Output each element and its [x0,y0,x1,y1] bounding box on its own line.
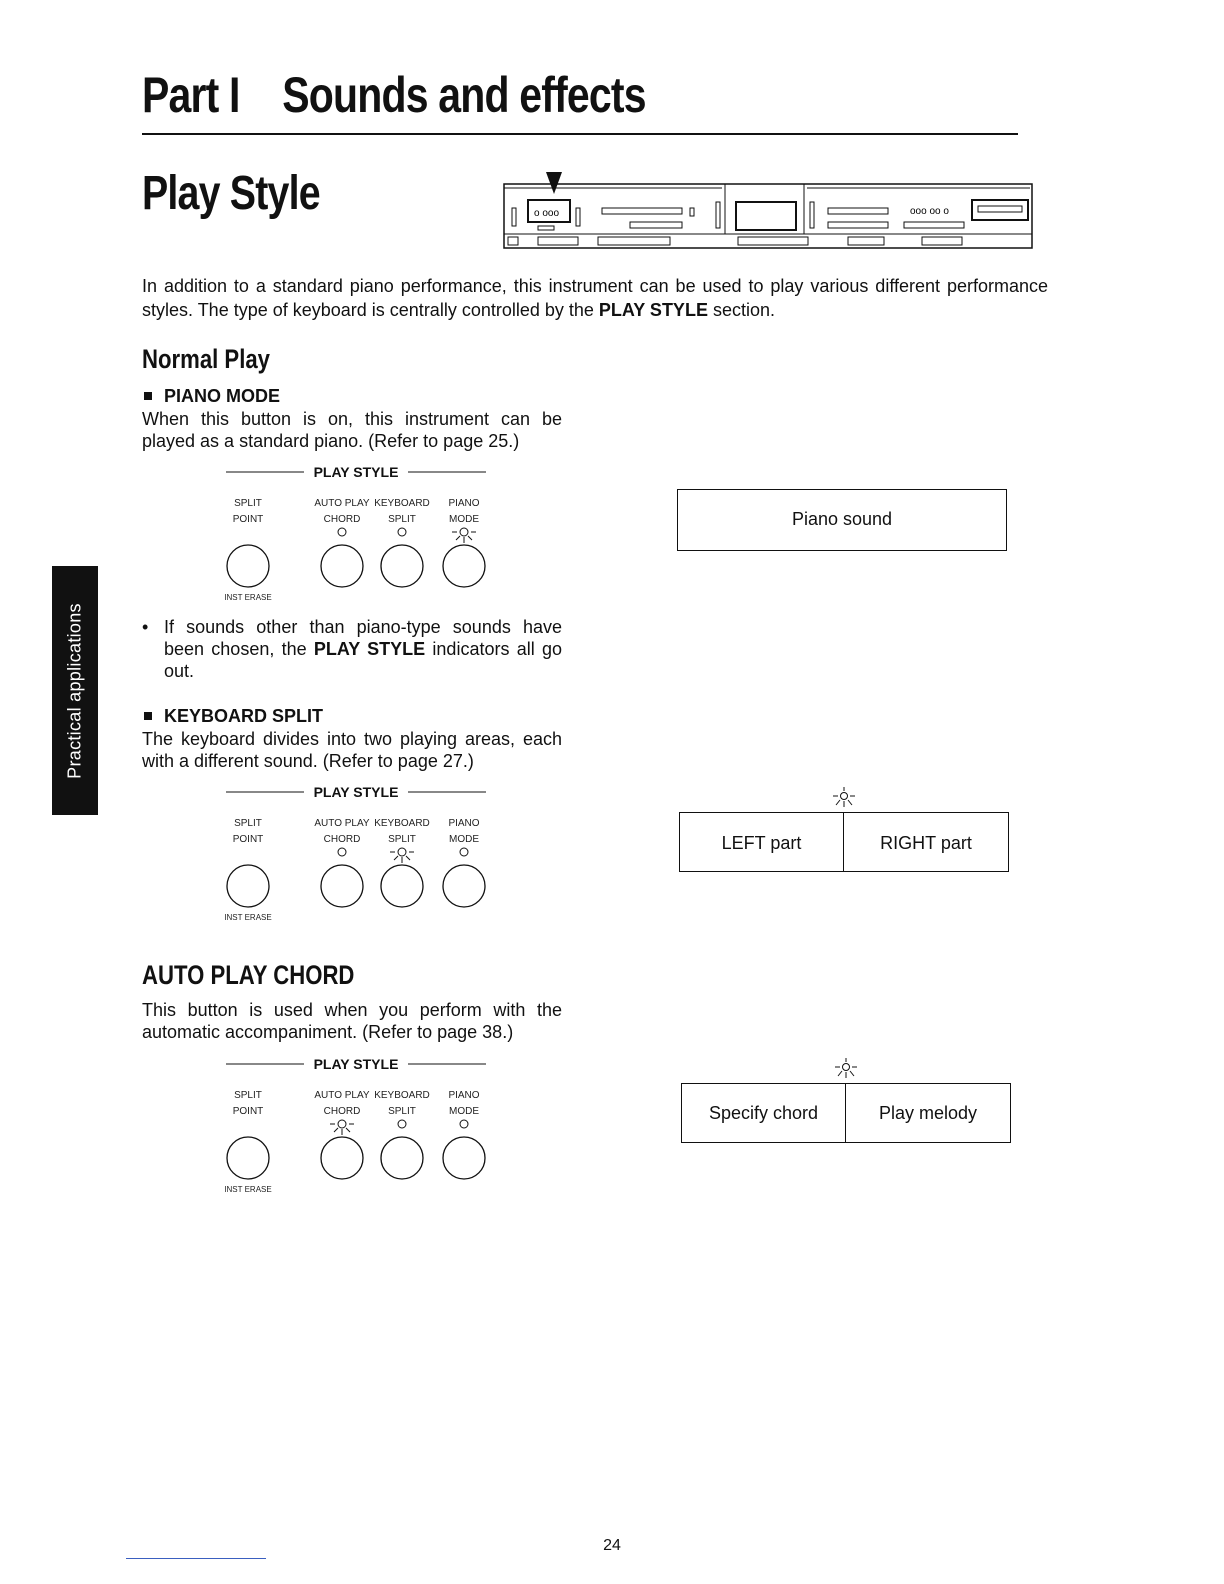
svg-text:SPLIT: SPLIT [388,514,416,525]
panel-title: PLAY STYLE [313,784,399,800]
play-style-panel-auto-play-chord [222,1052,494,1198]
svg-text:POINT: POINT [232,834,264,845]
piano-mode-button [443,865,485,907]
svg-text:KEYBOARD: KEYBOARD [374,1090,430,1101]
piano-mode-button [443,545,485,587]
svg-text:AUTO PLAY: AUTO PLAY [314,1090,370,1101]
part-heading [142,66,646,124]
svg-text:o ooo: o ooo [534,208,560,219]
svg-text:AUTO PLAY: AUTO PLAY [314,498,370,509]
svg-text:MODE: MODE [449,834,479,845]
svg-text:SPLIT: SPLIT [234,818,262,829]
indicator-led-lit [452,528,476,543]
indicator-led-off [338,848,346,856]
play-style-panel-keyboard-split [222,780,494,926]
auto-play-chord-button [321,1137,363,1179]
auto-play-chord-heading: AUTO PLAY CHORD [142,960,355,990]
svg-text:ooo oo o: ooo oo o [910,206,949,217]
specify-chord-label: Specify chord [708,1103,819,1123]
auto-play-chord-text: This button is used when you perform with the automatic accompaniment. (Refer to page 38.) [142,1000,562,1042]
piano-sound-display: Piano sound [677,489,1007,551]
left-part-label: LEFT part [721,833,802,853]
keyboard-split-display [679,812,1009,872]
svg-text:CHORD: CHORD [323,1106,361,1117]
panel-title: PLAY STYLE [313,464,399,480]
svg-text:AUTO PLAY: AUTO PLAY [314,818,370,829]
svg-text:SPLIT: SPLIT [234,1090,262,1101]
part-title: Sounds and effects [282,67,646,123]
indicator-led-off [398,1120,406,1128]
keyboard-split-button [381,1137,423,1179]
footer-line [126,1558,266,1559]
side-tab-label: Practical applications [64,602,85,779]
lit-indicator-icon [832,1057,860,1081]
section-title: Play Style [142,167,320,220]
split-point-button [227,1137,269,1179]
auto-play-chord-display [681,1083,1011,1143]
keyboard-split-text: The keyboard divides into two playing areas, each with a different sound. (Refer to page 27.) [142,729,562,771]
indicator-led-off [460,848,468,856]
svg-text:MODE: MODE [449,1106,479,1117]
svg-text:POINT: POINT [232,514,264,525]
auto-play-chord-button [321,865,363,907]
keyboard-split-heading: KEYBOARD SPLIT [142,706,323,727]
svg-text:PIANO: PIANO [448,498,480,509]
piano-mode-note: • If sounds other than piano-type sounds have been chosen, the PLAY STYLE indicators all go out. [142,617,562,681]
svg-text:INST ERASE: INST ERASE [224,1185,272,1194]
intro-paragraph: In addition to a standard piano performance, this instrument can be used to play various different performance styles. The type of keyboard is centrally controlled by the PLAY STYLE section. [142,276,1048,320]
indicator-led-off [460,1120,468,1128]
svg-text:PIANO: PIANO [448,818,480,829]
play-melody-label: Play melody [878,1103,978,1123]
part-number: Part I [142,67,240,123]
svg-text:SPLIT: SPLIT [388,1106,416,1117]
svg-text:CHORD: CHORD [323,514,361,525]
svg-text:PIANO: PIANO [448,1090,480,1101]
split-point-button [227,865,269,907]
svg-text:SPLIT: SPLIT [234,498,262,509]
location-arrow-icon [546,172,562,194]
play-style-panel-piano-mode [222,460,494,606]
indicator-led-lit [390,848,414,863]
piano-mode-button [443,1137,485,1179]
svg-text:SPLIT: SPLIT [388,834,416,845]
panel-title: PLAY STYLE [313,1056,399,1072]
keyboard-split-button [381,545,423,587]
right-part-label: RIGHT part [880,833,972,853]
indicator-led-off [398,528,406,536]
side-tab [52,566,98,815]
piano-mode-heading: PIANO MODE [142,386,280,407]
svg-text:INST ERASE: INST ERASE [224,593,272,602]
svg-text:CHORD: CHORD [323,834,361,845]
instrument-panel-illustration [502,170,1036,250]
indicator-led-off [338,528,346,536]
keyboard-split-button [381,865,423,907]
svg-text:MODE: MODE [449,514,479,525]
piano-mode-text: When this button is on, this instrument can be played as a standard piano. (Refer to page 25.) [142,409,562,451]
auto-play-chord-button [321,545,363,587]
lit-indicator-icon [830,786,858,810]
normal-play-heading: Normal Play [142,344,270,374]
svg-text:POINT: POINT [232,1106,264,1117]
svg-text:KEYBOARD: KEYBOARD [374,818,430,829]
split-point-button [227,545,269,587]
indicator-led-lit [330,1120,354,1135]
svg-text:INST ERASE: INST ERASE [224,913,272,922]
header-rule [142,133,1018,135]
svg-text:KEYBOARD: KEYBOARD [374,498,430,509]
play-style-term: PLAY STYLE [598,300,708,320]
page-number: 24 [603,1537,621,1554]
